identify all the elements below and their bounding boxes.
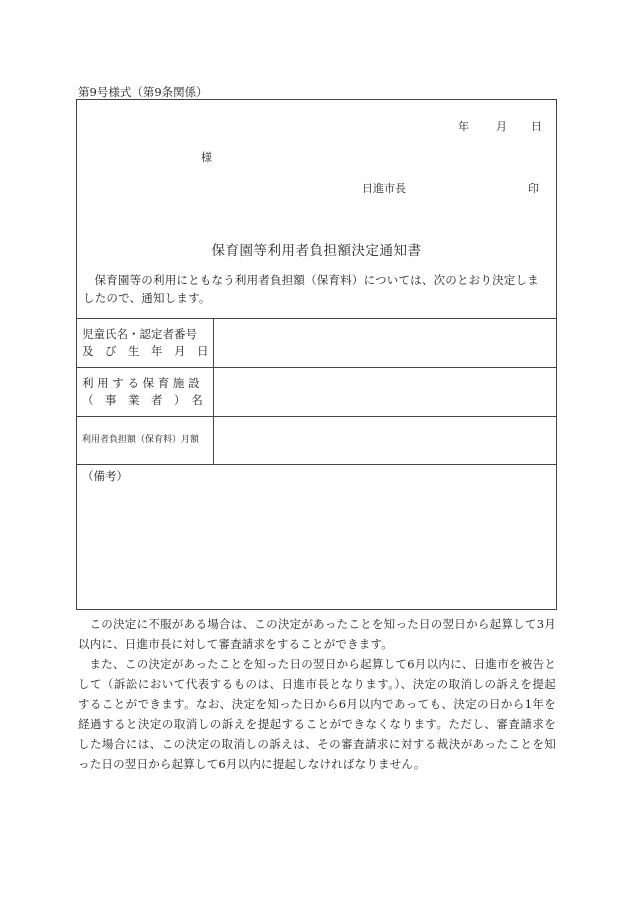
date-day-label: 日 (531, 120, 542, 133)
row-label-child (77, 319, 214, 367)
addressee-suffix: 様 (201, 151, 212, 164)
remarks-label: （備考） (82, 469, 128, 483)
note-paragraph: この決定に不服がある場合は、この決定があったことを知った日の翌日から起算して3月以内に、日進市長に対して審査請求をすることができます。 (78, 617, 556, 651)
date-month-label: 月 (496, 120, 507, 133)
table-row-fee (77, 416, 556, 465)
table-row-facility (77, 367, 556, 416)
row-label-line: 利 用 す る 保 育 施 設 (82, 376, 200, 390)
issuer-name: 日進市長 (362, 182, 406, 195)
appeal-notes (78, 614, 556, 774)
row-label-line: 利用者負担額（保育料）月額 (82, 435, 200, 445)
note-paragraph: また、この決定があったことを知った日の翌日から起算して6月以内に、日進市を被告として（訴訟において代表するものは、日進市長となります。）、決定の取消しの訴えを提起することができます。なお、決定を知った日から6月以内であっても、決定の日から1年を経過すると決定の取消しの訴えを提起することができなくなります。ただし、審査請求をした場合には、この決定の取消しの訴えは、その審査請求に対する裁決があったことを知った日の翌日から起算して6月以内に提起しなければなりません。 (78, 657, 556, 771)
form-number: 第9号様式（第9条関係） (78, 85, 208, 99)
row-label-line: 児童氏名・認定者番号 (82, 327, 197, 341)
row-value-fee[interactable] (214, 417, 556, 464)
notice-frame (76, 99, 557, 610)
document-title: 保育園等利用者負担額決定通知書 (211, 243, 422, 259)
row-label-line: 及 び 生 年 月 日 (82, 344, 209, 358)
row-value-facility[interactable] (214, 368, 556, 416)
intro-text: 保育園等の利用にともなう利用者負担額（保育料）については、次のとおり決定しましたので、通知します。 (83, 273, 539, 305)
table-row-child (77, 318, 556, 367)
row-value-child[interactable] (214, 319, 556, 367)
seal-mark: 印 (528, 182, 539, 195)
details-table (77, 318, 556, 465)
row-label-fee (77, 417, 214, 464)
date-year-label: 年 (458, 120, 469, 133)
row-label-facility (77, 368, 214, 416)
row-label-line: （ 事 業 者 ） 名 (82, 393, 203, 407)
